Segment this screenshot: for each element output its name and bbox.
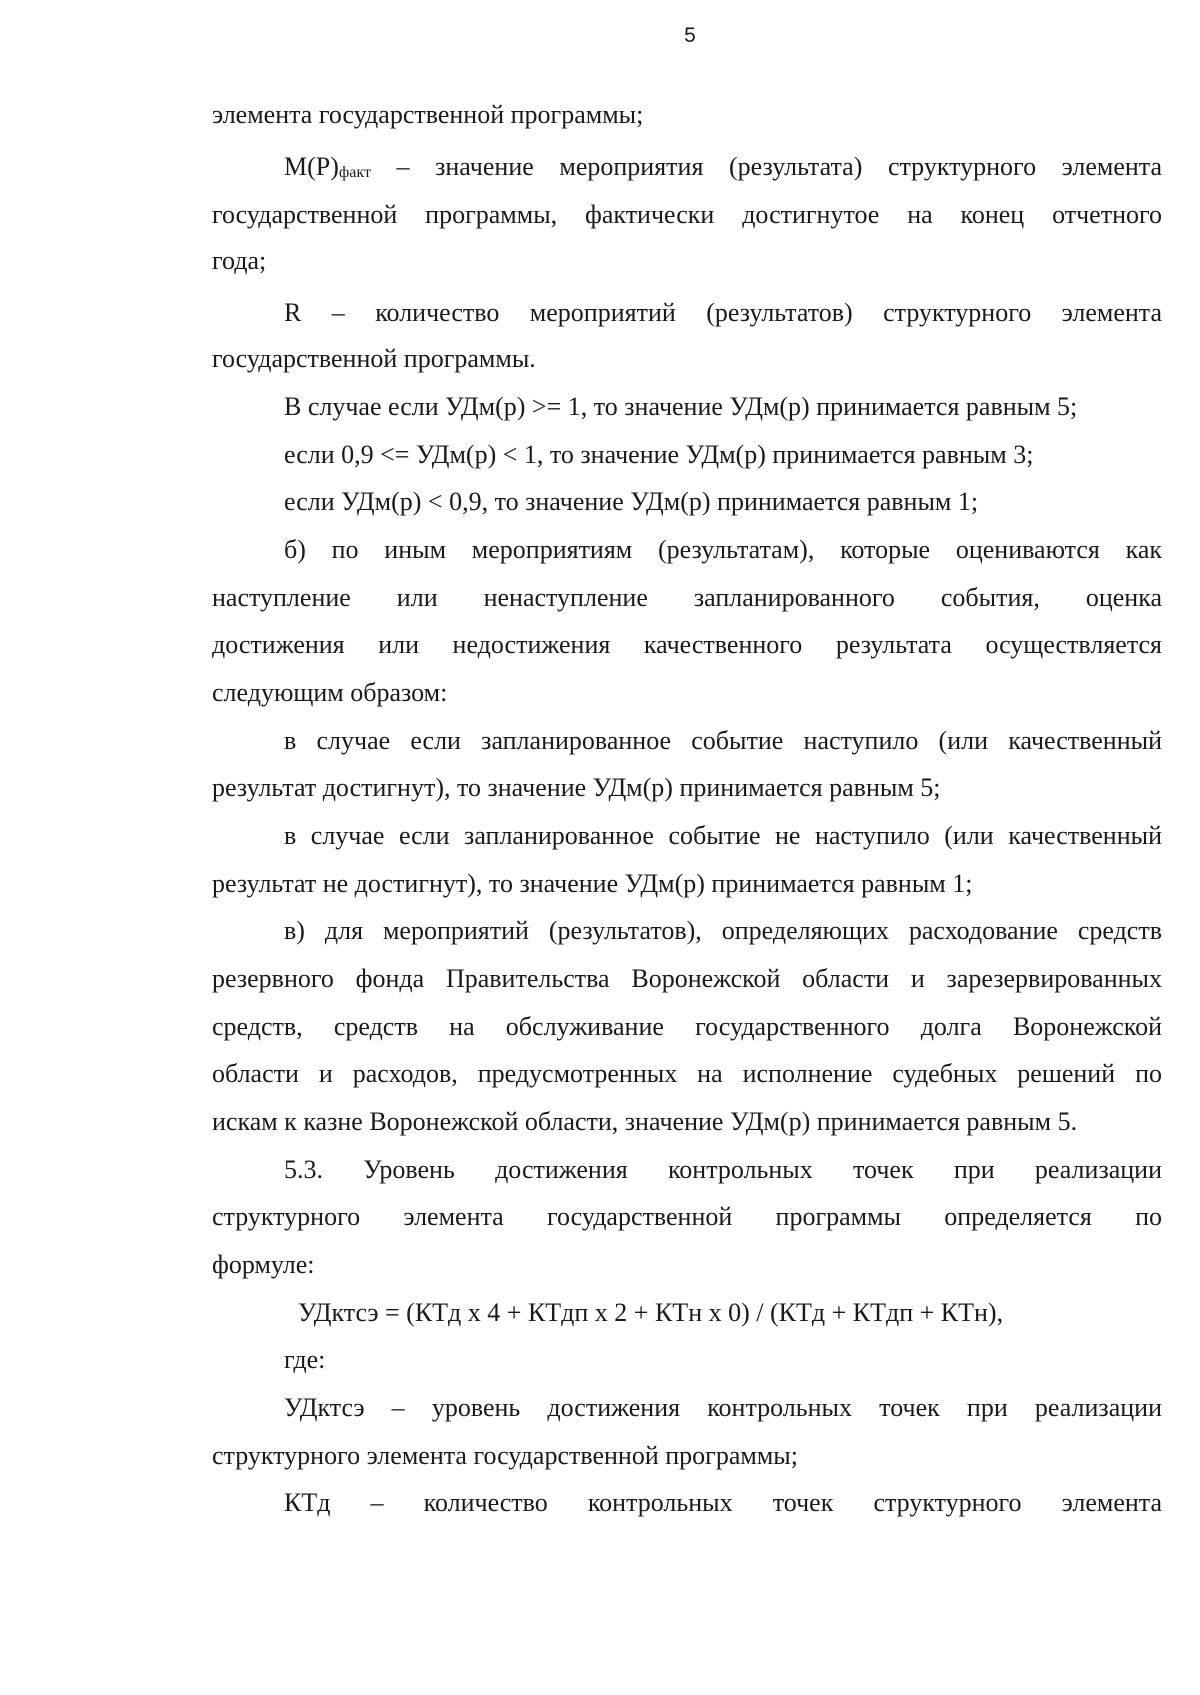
text-line-4: года;	[212, 246, 267, 275]
text-line-20: средств, средств на обслуживание государственного долга Воронежской	[212, 1012, 1162, 1041]
text-line-19: резервного фонда Правительства Воронежской области и зарезервированных	[212, 964, 1162, 993]
text-line-9: если УДм(р) < 0,9, то значение УДм(р) принимается равным 1;	[284, 487, 979, 516]
text-line-12: достижения или недостижения качественного результата осуществляется	[212, 630, 1162, 659]
text-line-2: $М(Р)_{факт}$ – значение мероприятия (результата) структурного элемента	[284, 152, 1162, 181]
text-line-11: наступление или ненаступление запланированного события, оценка	[212, 583, 1162, 612]
text-line-29: структурного элемента государственной программы;	[212, 1441, 798, 1470]
text-line-22: искам к казне Воронежской области, значение УДм(р) принимается равным 5.	[212, 1107, 1078, 1136]
mfact-symbol: $М(Р)_{факт}$	[284, 152, 371, 181]
text-line-17: результат не достигнут), то значение УДм(р) принимается равным 1;	[212, 869, 973, 898]
text-line-5: R – количество мероприятий (результатов) структурного элемента	[284, 298, 1162, 327]
text-line-1: элемента государственной программы;	[212, 100, 644, 129]
text-line-15: результат достигнут), то значение УДм(р) принимается равным 5;	[212, 773, 941, 802]
text-line-24: структурного элемента государственной программы определяется по	[212, 1202, 1162, 1231]
text-line-14: в случае если запланированное событие наступило (или качественный	[284, 726, 1162, 755]
text-line-21: области и расходов, предусмотренных на исполнение судебных решений по	[212, 1059, 1162, 1088]
page-number: 5	[684, 24, 696, 47]
text-line-6: государственной программы.	[212, 344, 536, 373]
text-line-30: КТд – количество контрольных точек структурного элемента	[284, 1488, 1162, 1517]
text-line-23: 5.3. Уровень достижения контрольных точек при реализации	[284, 1155, 1162, 1184]
text-line-13: следующим образом:	[212, 678, 448, 707]
formula: УДктсэ = (КТд х 4 + КТдп х 2 + КТн х 0) / (КТд + КТдп + КТн),	[298, 1298, 1004, 1327]
text-line-3: государственной программы, фактически достигнутое на конец отчетного	[212, 200, 1162, 229]
text-line-16: в случае если запланированное событие не наступило (или качественный	[284, 821, 1162, 850]
text-line-28: УДктсэ – уровень достижения контрольных точек при реализации	[284, 1393, 1162, 1422]
text-line-where: где:	[284, 1345, 326, 1374]
text-line-10: б) по иным мероприятиям (результатам), которые оцениваются как	[284, 535, 1162, 564]
text-line-7: В случае если УДм(р) >= 1, то значение УДм(р) принимается равным 5;	[284, 392, 1078, 421]
text-line-8: если 0,9 <= УДм(р) < 1, то значение УДм(р) принимается равным 3;	[284, 440, 1034, 469]
text-line-18: в) для мероприятий (результатов), определяющих расходование средств	[284, 916, 1162, 945]
text-line-25: формуле:	[212, 1250, 315, 1279]
